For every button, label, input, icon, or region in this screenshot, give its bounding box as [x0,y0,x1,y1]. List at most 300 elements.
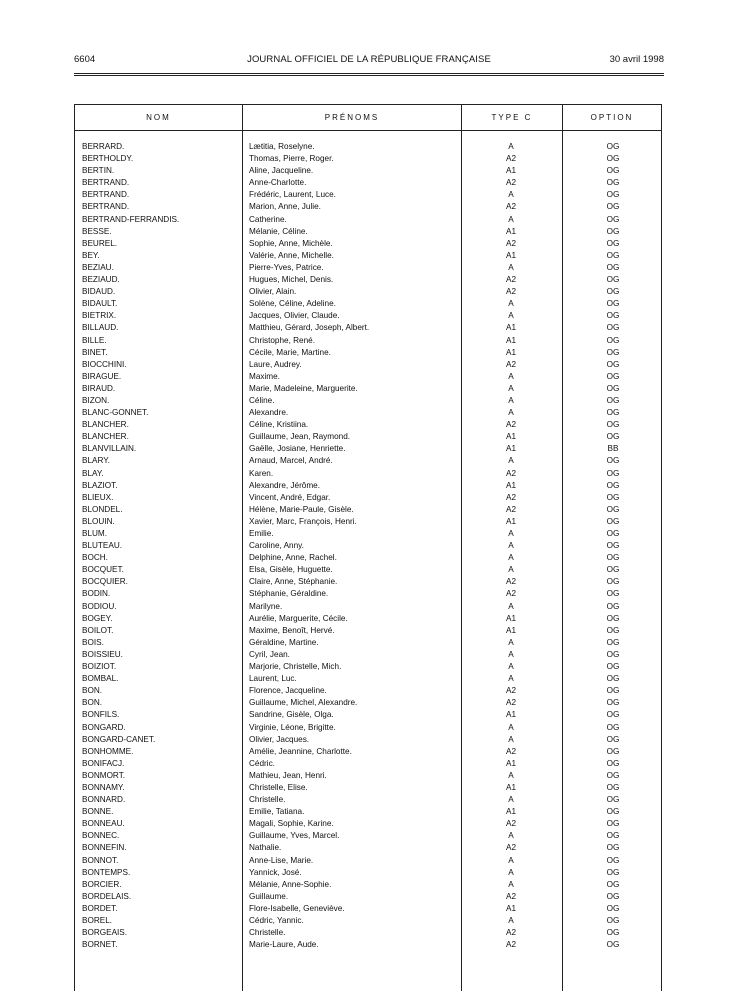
table-row [75,782,661,794]
table-row [75,407,661,419]
nom-cell: BLIEUX. [82,492,114,502]
nom-cell: BOCQUIER. [82,577,128,587]
table-row [75,153,661,165]
prenoms-cell: Hélène, Marie-Paule, Gisèle. [249,504,354,514]
nom-cell: BLANC-GONNET. [82,408,149,418]
table-row [75,214,661,226]
type-cell: A1 [505,782,516,792]
nom-cell: BILLAUD. [82,323,119,333]
prenoms-cell: Christelle. [249,928,286,938]
type-cell: A [508,214,514,224]
prenoms-cell: Cédric, Yannic. [249,916,304,925]
prenoms-cell: Stéphanie, Géraldine. [249,589,329,599]
table-row [75,165,661,177]
type-cell: A1 [505,335,516,345]
table-row [75,468,661,480]
table-row [75,613,661,625]
type-cell: A [508,311,514,321]
nom-cell: BERTRAND. [82,190,130,200]
prenoms-cell: Emilie, Tatiana. [249,807,305,817]
type-cell: A [508,662,514,672]
nom-cell: BLANVILLAIN. [82,444,137,454]
table-row [75,322,661,334]
option-cell: OG [606,746,620,756]
prenoms-cell: Laure, Audrey. [249,359,302,369]
prenoms-cell: Florence, Jacqueline. [249,686,327,696]
prenoms-cell: Gaëlle, Josiane, Henriette. [249,444,346,454]
header-rule [74,73,664,74]
table-row [75,395,661,407]
prenoms-cell: Marjorie, Christelle, Mich. [249,662,342,672]
table-row [75,540,661,552]
table-row [75,746,661,758]
option-cell: OG [606,795,620,805]
option-cell: OG [606,916,620,925]
type-cell: A [508,529,514,538]
nom-cell: BONGARD-CANET. [82,734,156,744]
option-cell: OG [606,613,620,623]
prenoms-cell: Virginie, Léone, Brigitte. [249,722,336,732]
nom-cell: BOILOT. [82,625,114,635]
type-cell: A2 [505,468,516,478]
nom-cell: BOIS. [82,637,104,647]
option-cell: OG [606,758,620,768]
type-cell: A [508,142,514,151]
nom-cell: BONNE. [82,807,114,817]
page-header [74,54,664,68]
option-cell: OG [606,468,620,478]
nom-cell: BINET. [82,347,108,357]
nom-cell: BERTRAND-FERRANDIS. [82,214,180,224]
results-table [74,104,662,991]
table-row [75,516,661,528]
option-cell: OG [606,178,620,188]
type-cell: A2 [505,202,516,212]
table-row [75,770,661,782]
type-cell: A [508,649,514,659]
option-cell: OG [606,662,620,672]
type-cell: A2 [505,359,516,369]
option-cell: OG [606,625,620,635]
type-cell: A2 [505,686,516,696]
nom-cell: BONFILS. [82,710,120,720]
type-cell: A [508,408,514,418]
nom-cell: BOGEY. [82,613,113,623]
prenoms-cell: Laurent, Luc. [249,674,297,684]
nom-cell: BLONDEL. [82,504,123,514]
nom-cell: BILLE. [82,335,107,345]
nom-cell: BOCH. [82,553,108,563]
type-cell: A [508,553,514,563]
option-cell: OG [606,589,620,599]
column-header-option: OPTION [590,113,634,122]
type-cell: A1 [505,444,516,454]
option-cell: OG [606,335,620,345]
prenoms-cell: Maxime. [249,371,280,381]
option-cell: OG [606,843,620,853]
prenoms-cell: Marie, Madeleine, Marguerite. [249,383,358,393]
prenoms-cell: Flore-Isabelle, Geneviève. [249,903,345,913]
nom-cell: BOREL. [82,916,113,925]
option-cell: OG [606,275,620,285]
table-row [75,927,661,939]
table-row [75,177,661,189]
option-cell: OG [606,577,620,587]
option-cell: OG [606,891,620,901]
type-cell: A1 [505,613,516,623]
table-row [75,262,661,274]
nom-cell: BORDET. [82,903,118,913]
nom-cell: BONNOT. [82,855,119,865]
prenoms-cell: Emilie. [249,529,274,538]
table-row [75,758,661,770]
table-row [75,335,661,347]
option-cell: OG [606,383,620,393]
option-cell: OG [606,190,620,200]
type-cell: A1 [505,166,516,176]
option-cell: OG [606,287,620,297]
type-cell: A [508,855,514,865]
prenoms-cell: Mélanie, Céline. [249,226,308,236]
nom-cell: BONGARD. [82,722,126,732]
table-row [75,661,661,673]
table-row [75,443,661,455]
table-row [75,818,661,830]
table-row [75,226,661,238]
type-cell: A2 [505,238,516,248]
prenoms-cell: Olivier, Jacques. [249,734,310,744]
prenoms-cell: Guillaume, Jean, Raymond. [249,432,351,442]
type-cell: A [508,879,514,889]
type-cell: A1 [505,758,516,768]
type-cell: A2 [505,819,516,829]
table-row [75,903,661,915]
type-cell: A2 [505,928,516,938]
publication-date: 30 avril 1998 [609,54,664,65]
table-row [75,383,661,395]
table-row [75,189,661,201]
option-cell: OG [606,250,620,260]
type-cell: A [508,601,514,611]
prenoms-cell: Thomas, Pierre, Roger. [249,154,334,164]
table-row [75,250,661,262]
option-cell: OG [606,867,620,877]
nom-cell: BOIZIOT. [82,662,117,672]
prenoms-cell: Karen. [249,468,274,478]
type-cell: A1 [505,347,516,357]
type-cell: A [508,734,514,744]
type-cell: A1 [505,250,516,260]
option-cell: OG [606,855,620,865]
type-cell: A2 [505,698,516,708]
nom-cell: BLOUIN. [82,516,115,526]
type-cell: A [508,299,514,309]
table-row [75,359,661,371]
prenoms-cell: Alexandre, Jérôme. [249,480,320,490]
prenoms-cell: Caroline, Anny. [249,541,304,551]
prenoms-cell: Sandrine, Gisèle, Olga. [249,710,334,720]
prenoms-cell: Mathieu, Jean, Henri. [249,770,327,780]
option-cell: OG [606,408,620,418]
type-cell: A1 [505,516,516,526]
type-cell: A1 [505,903,516,913]
prenoms-cell: Xavier, Marc, François, Henri. [249,516,357,526]
prenoms-cell: Hugues, Michel, Denis. [249,275,334,285]
prenoms-cell: Valérie, Anne, Michelle. [249,250,334,260]
column-header-prenoms: PRÉNOMS [324,113,380,122]
nom-cell: BESSE. [82,226,112,236]
column-header-nom: NOM [146,113,171,122]
option-cell: OG [606,142,620,151]
nom-cell: BEY. [82,250,100,260]
option-cell: OG [606,529,620,538]
table-row [75,504,661,516]
type-cell: A2 [505,746,516,756]
type-cell: A [508,831,514,841]
option-cell: OG [606,722,620,732]
type-cell: A [508,383,514,393]
prenoms-cell: Guillaume, Yves, Marcel. [249,831,340,841]
option-cell: OG [606,311,620,321]
table-row [75,564,661,576]
prenoms-cell: Magali, Sophie, Karine. [249,819,334,829]
nom-cell: BONNEAU. [82,819,125,829]
page-number: 6604 [74,54,96,65]
prenoms-cell: Pierre-Yves, Patrice. [249,262,324,272]
prenoms-cell: Maxime, Benoît, Hervé. [249,625,335,635]
option-cell: OG [606,601,620,611]
table-row [75,867,661,879]
prenoms-cell: Matthieu, Gérard, Joseph, Albert. [249,323,370,333]
nom-cell: BERTRAND. [82,202,130,212]
type-cell: A [508,770,514,780]
table-row [75,274,661,286]
option-cell: OG [606,782,620,792]
prenoms-cell: Aline, Jacqueline. [249,166,314,176]
option-cell: OG [606,299,620,309]
type-cell: A2 [505,154,516,164]
table-row [75,286,661,298]
nom-cell: BIOCCHINI. [82,359,127,369]
nom-cell: BONNARD. [82,795,126,805]
table-row [75,855,661,867]
nom-cell: BONIFACJ. [82,758,125,768]
type-cell: A [508,456,514,466]
header-rule-double [74,75,664,76]
type-cell: A1 [505,480,516,490]
table-row [75,141,661,153]
prenoms-cell: Lætitia, Roselyne. [249,142,315,151]
option-cell: OG [606,166,620,176]
type-cell: A [508,371,514,381]
table-row [75,830,661,842]
option-cell: OG [606,214,620,224]
option-cell: OG [606,928,620,938]
option-cell: OG [606,395,620,405]
nom-cell: BORCIER. [82,879,122,889]
option-cell: OG [606,903,620,913]
option-cell: OG [606,420,620,430]
option-cell: OG [606,710,620,720]
option-cell: OG [606,516,620,526]
prenoms-cell: Cédric. [249,758,275,768]
nom-cell: BONMORT. [82,770,126,780]
option-cell: OG [606,770,620,780]
prenoms-cell: Mélanie, Anne-Sophie. [249,879,332,889]
journal-title: JOURNAL OFFICIEL DE LA RÉPUBLIQUE FRANÇAISE [247,54,491,65]
option-cell: OG [606,238,620,248]
type-cell: A [508,262,514,272]
table-row [75,419,661,431]
prenoms-cell: Alexandre. [249,408,289,418]
table-body [75,141,661,951]
table-row [75,879,661,891]
table-row [75,492,661,504]
nom-cell: BERTIN. [82,166,115,176]
nom-cell: BLAY. [82,468,104,478]
prenoms-cell: Catherine. [249,214,287,224]
table-row [75,480,661,492]
table-row [75,939,661,951]
prenoms-cell: Amélie, Jeannine, Charlotte. [249,746,352,756]
type-cell: A [508,916,514,925]
prenoms-cell: Elsa, Gisèle, Huguette. [249,565,333,575]
type-cell: A1 [505,807,516,817]
nom-cell: BERTHOLDY. [82,154,134,164]
option-cell: OG [606,698,620,708]
nom-cell: BON. [82,698,103,708]
nom-cell: BORDELAIS. [82,891,132,901]
nom-cell: BIETRIX. [82,311,117,321]
table-header [75,105,661,131]
prenoms-cell: Nathalie. [249,843,282,853]
nom-cell: BONTEMPS. [82,867,131,877]
table-row [75,588,661,600]
nom-cell: BEZIAU. [82,262,114,272]
table-row [75,201,661,213]
table-row [75,709,661,721]
option-cell: OG [606,371,620,381]
table-row [75,842,661,854]
type-cell: A2 [505,891,516,901]
table-row [75,576,661,588]
option-cell: OG [606,359,620,369]
nom-cell: BEZIAUD. [82,275,120,285]
option-cell: OG [606,831,620,841]
table-row [75,238,661,250]
prenoms-cell: Yannick, José. [249,867,302,877]
option-cell: OG [606,323,620,333]
option-cell: OG [606,262,620,272]
nom-cell: BLANCHER. [82,420,129,430]
prenoms-cell: Christophe, René. [249,335,315,345]
nom-cell: BIRAGUE. [82,371,122,381]
option-cell: OG [606,879,620,889]
type-cell: A2 [505,577,516,587]
prenoms-cell: Sophie, Anne, Michèle. [249,238,333,248]
table-row [75,722,661,734]
type-cell: A [508,541,514,551]
prenoms-cell: Géraldine, Martine. [249,637,319,647]
nom-cell: BIDAULT. [82,299,118,309]
nom-cell: BLARY. [82,456,110,466]
type-cell: A [508,395,514,405]
option-cell: OG [606,480,620,490]
table-row [75,371,661,383]
option-cell: OG [606,504,620,514]
option-cell: OG [606,649,620,659]
table-row [75,649,661,661]
type-cell: A2 [505,178,516,188]
type-cell: A [508,674,514,684]
nom-cell: BOMBAL. [82,674,119,684]
table-row [75,637,661,649]
prenoms-cell: Claire, Anne, Stéphanie. [249,577,338,587]
type-cell: A2 [505,940,516,950]
type-cell: A1 [505,323,516,333]
type-cell: A [508,565,514,575]
prenoms-cell: Vincent, André, Edgar. [249,492,331,502]
prenoms-cell: Anne-Charlotte. [249,178,307,188]
table-row [75,794,661,806]
nom-cell: BONHOMME. [82,746,134,756]
prenoms-cell: Céline, Kristiina. [249,420,309,430]
prenoms-cell: Céline. [249,395,275,405]
table-row [75,347,661,359]
option-cell: OG [606,734,620,744]
table-row [75,915,661,927]
prenoms-cell: Jacques, Olivier, Claude. [249,311,340,321]
prenoms-cell: Cécile, Marie, Martine. [249,347,331,357]
table-row [75,734,661,746]
nom-cell: BON. [82,686,103,696]
prenoms-cell: Cyril, Jean. [249,649,290,659]
option-cell: OG [606,674,620,684]
prenoms-cell: Christelle. [249,795,286,805]
type-cell: A2 [505,287,516,297]
option-cell: BB [607,444,619,454]
prenoms-cell: Guillaume. [249,891,289,901]
table-row [75,455,661,467]
type-cell: A2 [505,504,516,514]
option-cell: OG [606,432,620,442]
option-cell: OG [606,637,620,647]
nom-cell: BORGEAIS. [82,928,128,938]
prenoms-cell: Marion, Anne, Julie. [249,202,321,212]
prenoms-cell: Olivier, Alain. [249,287,297,297]
nom-cell: BONNEFIN. [82,843,127,853]
type-cell: A2 [505,492,516,502]
type-cell: A [508,637,514,647]
table-row [75,625,661,637]
column-header-type: TYPE C [491,113,533,122]
nom-cell: BLUTEAU. [82,541,123,551]
option-cell: OG [606,456,620,466]
prenoms-cell: Guillaume, Michel, Alexandre. [249,698,358,708]
option-cell: OG [606,819,620,829]
option-cell: OG [606,565,620,575]
option-cell: OG [606,226,620,236]
nom-cell: BEUREL. [82,238,118,248]
prenoms-cell: Anne-Lise, Marie. [249,855,314,865]
table-row [75,298,661,310]
option-cell: OG [606,553,620,563]
prenoms-cell: Christelle, Elise. [249,782,308,792]
type-cell: A [508,795,514,805]
option-cell: OG [606,940,620,950]
prenoms-cell: Arnaud, Marcel, André. [249,456,333,466]
type-cell: A [508,190,514,200]
